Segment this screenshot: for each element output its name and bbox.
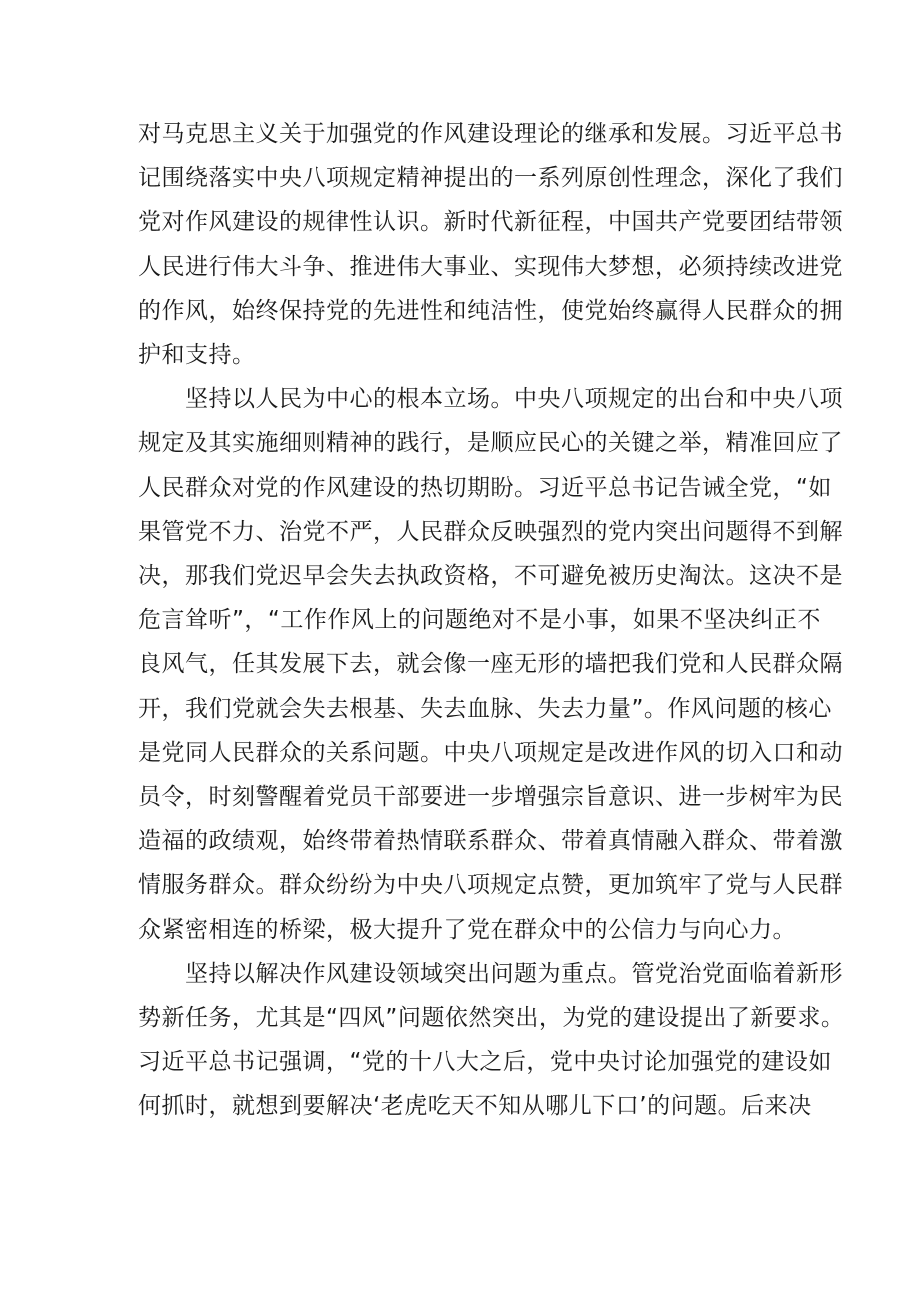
text-line: 人民进行伟大斗争、推进伟大事业、实现伟大梦想，必须持续改进党 — [138, 253, 843, 280]
text-line: 坚持以人民为中心的根本立场。中央八项规定的出台和中央八项 — [138, 386, 843, 413]
text-line: 党对作风建设的规律性认识。新时代新征程，中国共产党要团结带领 — [138, 209, 843, 236]
text-line: 记围绕落实中央八项规定精神提出的一系列原创性理念，深化了我们 — [138, 165, 843, 192]
text-line: 决，那我们党迟早会失去执政资格，不可避免被历史淘汰。这决不是 — [138, 563, 843, 590]
text-line: 护和支持。 — [138, 342, 256, 369]
text-line: 的作风，始终保持党的先进性和纯洁性，使党始终赢得人民群众的拥 — [138, 297, 843, 324]
paragraph-1 — [138, 112, 843, 377]
text-line: 良风气，任其发展下去，就会像一座无形的墙把我们党和人民群众隔 — [138, 651, 843, 678]
text-line: 开，我们党就会失去根基、失去血脉、失去力量”。作风问题的核心 — [138, 695, 832, 722]
text-line: 危言耸听”，“工作作风上的问题绝对不是小事，如果不坚决纠正不 — [138, 607, 821, 634]
text-line: 规定及其实施细则精神的践行，是顺应民心的关键之举，精准回应了 — [138, 430, 843, 457]
paragraph-3 — [138, 952, 845, 1129]
text-line: 习近平总书记强调，“党的十八大之后，党中央讨论加强党的建设如 — [138, 1049, 832, 1076]
text-line: 造福的政绩观，始终带着热情联系群众、带着真情融入群众、带着激 — [138, 828, 843, 855]
text-line: 对马克思主义关于加强党的作风建设理论的继承和发展。习近平总书 — [138, 121, 843, 147]
text-line: 果管党不力、治党不严，人民群众反映强烈的党内突出问题得不到解 — [138, 518, 843, 545]
paragraph-2 — [138, 377, 843, 952]
text-line: 众紧密相连的桥梁，极大提升了党在群众中的公信力与向心力。 — [138, 916, 796, 943]
text-line: 何抓时，就想到要解决‘老虎吃天不知从哪儿下口’的问题。后来决 — [138, 1093, 812, 1120]
text-line: 员令，时刻警醒着党员干部要进一步增强宗旨意识、进一步树牢为民 — [138, 784, 843, 811]
text-line: 势新任务，尤其是“四风”问题依然突出，为党的建设提出了新要求。 — [138, 1005, 845, 1032]
document-body — [138, 112, 845, 1129]
text-line: 情服务群众。群众纷纷为中央八项规定点赞，更加筑牢了党与人民群 — [138, 872, 843, 899]
text-line: 坚持以解决作风建设领域突出问题为重点。管党治党面临着新形 — [138, 960, 843, 987]
text-line: 人民群众对党的作风建设的热切期盼。习近平总书记告诫全党，“如 — [138, 474, 832, 501]
text-line: 是党同人民群众的关系问题。中央八项规定是改进作风的切入口和动 — [138, 739, 843, 766]
